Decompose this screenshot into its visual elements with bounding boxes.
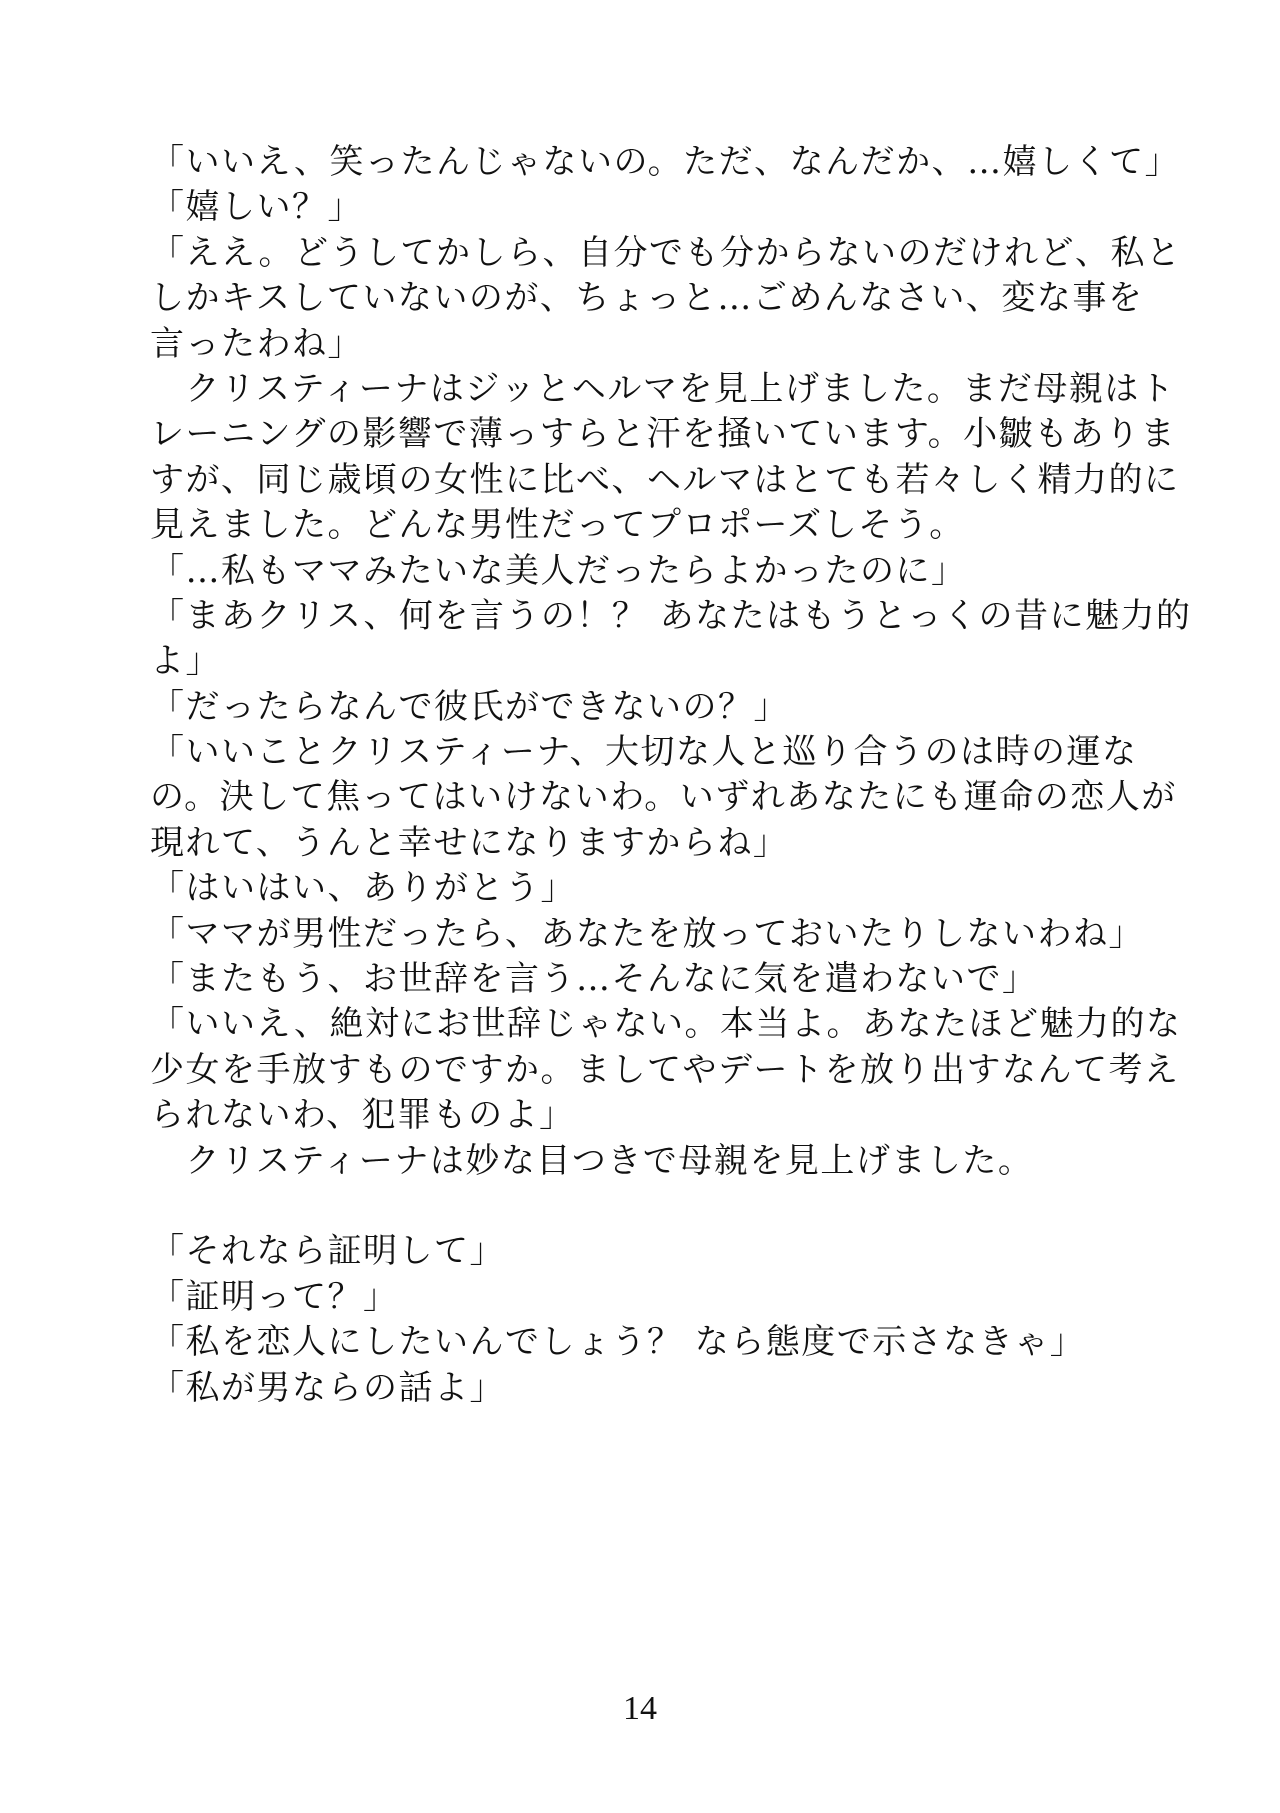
text-line: 「またもう、お世辞を言う…そんなに気を遣わないで」 [150, 959, 1038, 1000]
text-line: 現れて、うんと幸せになりますからね」 [150, 822, 789, 863]
text-line: しかキスしていないのが、ちょっと…ごめんなさい、変な事を [150, 278, 1144, 319]
text-line: 言ったわね」 [150, 323, 363, 364]
page-number: 14 [623, 1690, 657, 1727]
text-line: 「はいはい、ありがとう」 [150, 868, 576, 909]
text-line: 「私を恋人にしたいんでしょう？ なら態度で示さなきゃ」 [150, 1322, 1086, 1363]
text-line: 「いいえ、絶対にお世辞じゃない。本当よ。あなたほど魅力的な [150, 1004, 1182, 1045]
text-line: の。決して焦ってはいけないわ。いずれあなたにも運命の恋人が [150, 777, 1177, 818]
text-line: クリスティーナは妙な目つきで母親を見上げました。 [150, 1140, 1034, 1181]
text-line: 「いいえ、笑ったんじゃないの。ただ、なんだか、…嬉しくて」 [150, 142, 1181, 182]
text-line: 「…私もママみたいな美人だったらよかったのに」 [150, 550, 967, 591]
text-line: 「それなら証明して」 [150, 1231, 505, 1272]
text-line: 「私が男ならの話よ」 [150, 1367, 505, 1408]
text-line: すが、同じ歳頃の女性に比べ、ヘルマはとても若々しく精力的に [150, 459, 1180, 500]
text-line: 「いいことクリスティーナ、大切な人と巡り合うのは時の運な [150, 732, 1138, 773]
blank-line [150, 1184, 1150, 1229]
text-line: よ」 [150, 641, 221, 682]
text-line: 「証明って？」 [150, 1276, 399, 1317]
text-line: 少女を手放すものですか。ましてやデートを放り出すなんて考え [150, 1049, 1180, 1090]
text-line: 「だったらなんで彼氏ができないの？」 [150, 686, 789, 727]
text-line: 「まあクリス、何を言うの！？ あなたはもうとっくの昔に魅力的 [150, 595, 1192, 636]
text-line: られないわ、犯罪ものよ」 [150, 1095, 575, 1136]
text-line: クリスティーナはジッとヘルマを見上げました。まだ母親はト [150, 368, 1176, 409]
text-line: 「ええ。どうしてかしら、自分でも分からないのだけれど、私と [150, 232, 1182, 273]
text-line: 「ママが男性だったら、あなたを放っておいたりしないわね」 [150, 913, 1144, 954]
text-line: 「嬉しい？」 [150, 187, 363, 228]
text-line: レーニングの影響で薄っすらと汗を掻いています。小皺もありま [150, 414, 1177, 455]
text-line: 見えました。どんな男性だってプロポーズしそう。 [150, 505, 965, 546]
body-text [150, 140, 1192, 1411]
